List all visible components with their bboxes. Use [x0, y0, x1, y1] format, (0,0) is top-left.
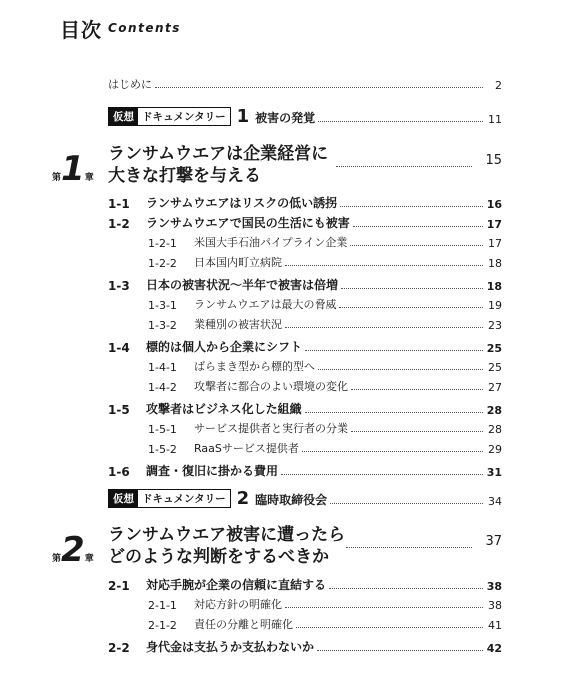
toc-subsection-entry[interactable] [148, 616, 502, 632]
entry-page: 38 [488, 599, 502, 612]
entry-title: 攻撃者はビジネス化した組織 [146, 402, 302, 416]
entry-page: 16 [486, 198, 502, 211]
entry-page: 18 [488, 257, 502, 270]
dot-leader [285, 264, 483, 266]
dot-leader [353, 225, 483, 227]
chapter-prefix: 第 [52, 554, 62, 564]
dot-leader [346, 547, 472, 548]
entry-number: 1-4 [108, 341, 130, 355]
entry-title: 被害の発覚 [255, 111, 316, 125]
dot-leader [329, 587, 483, 589]
dot-leader [351, 388, 483, 390]
chapter-1-title[interactable] [108, 143, 328, 187]
entry-number: 1-2-2 [148, 257, 177, 270]
entry-page: 25 [488, 361, 502, 374]
entry-number: 1-5-2 [148, 443, 177, 456]
entry-page: 38 [486, 580, 502, 593]
documentary-number: 2 [236, 488, 250, 509]
chapter-title-line-1: ランサムウエア被害に遭ったら [108, 525, 346, 545]
entry-number: 1-5-1 [148, 423, 177, 436]
toc-subsection-entry[interactable] [148, 296, 502, 312]
dot-leader [350, 244, 483, 246]
toc-section-entry[interactable] [108, 638, 502, 655]
chapter-2-title[interactable] [108, 524, 345, 568]
entry-number: 2-1-2 [148, 619, 177, 632]
toc-subsection-entry[interactable] [148, 596, 502, 612]
dot-leader [318, 368, 483, 370]
entry-title: 日本国内町立病院 [194, 256, 282, 269]
documentary-text: ドキュメンタリー [142, 493, 226, 505]
toc-subsection-entry[interactable] [148, 254, 502, 270]
entry-number: 1-4-1 [148, 361, 177, 374]
chapter-1-marker [52, 149, 94, 189]
entry-title: ランサムウエアはリスクの低い誘拐 [146, 196, 338, 210]
entry-page: 25 [486, 342, 502, 355]
entry-number: 1-3-2 [148, 319, 177, 332]
chapter-2-page: 37 [485, 534, 502, 549]
dot-leader [285, 606, 483, 608]
entry-title: 臨時取締役会 [255, 493, 328, 507]
entry-page: 17 [488, 237, 502, 250]
toc-section-entry[interactable] [108, 400, 502, 417]
entry-number: 1-1 [108, 197, 130, 211]
dot-leader [341, 287, 483, 289]
toc-entry-documentary-2[interactable] [108, 489, 502, 508]
entry-number: 1-2 [108, 217, 130, 231]
entry-title: 調査・復旧に掛かる費用 [146, 464, 279, 478]
chapter-suffix: 章 [84, 554, 94, 564]
chapter-title-line-2: どのような判断をするべきか [108, 547, 329, 567]
toc-section-entry[interactable] [108, 576, 502, 593]
entry-page: 42 [486, 642, 502, 655]
documentary-tag: 仮想 [109, 108, 138, 125]
documentary-number: 1 [236, 106, 250, 127]
entry-number: 1-5 [108, 403, 130, 417]
entry-page: 2 [495, 79, 502, 92]
entry-number: 1-6 [108, 465, 130, 479]
entry-title: ランサムウエアは最大の脅威 [194, 298, 337, 311]
toc-subsection-entry[interactable] [148, 378, 502, 394]
entry-page: 29 [488, 443, 502, 456]
toc-subsection-entry[interactable] [148, 316, 502, 332]
toc-subsection-entry[interactable] [148, 420, 502, 436]
entry-title: 業種別の被害状況 [194, 318, 282, 331]
entry-title: 標的は個人から企業にシフト [146, 340, 303, 354]
dot-leader [339, 306, 483, 308]
toc-subsection-entry[interactable] [148, 234, 502, 250]
entry-number: 2-1 [108, 579, 130, 593]
entry-title: 対応方針の明確化 [194, 598, 282, 611]
dot-leader [330, 502, 483, 504]
toc-entry-documentary-1[interactable] [108, 107, 502, 126]
chapter-title-line-2: 大きな打撃を与える [108, 166, 261, 186]
entry-title: はじめに [108, 78, 152, 91]
dot-leader [155, 86, 483, 88]
chapter-title-line-1: ランサムウエアは企業経営に [108, 144, 329, 164]
toc-section-entry[interactable] [108, 462, 502, 479]
entry-title: 攻撃者に都合のよい環境の変化 [194, 380, 348, 393]
toc-section-entry[interactable] [108, 276, 502, 293]
entry-title: 対応手腕が企業の信頼に直結する [146, 578, 327, 592]
chapter-prefix: 第 [52, 173, 62, 183]
entry-number: 1-3-1 [148, 299, 177, 312]
entry-number: 1-3 [108, 279, 130, 293]
dot-leader [305, 411, 483, 413]
documentary-label [108, 489, 231, 508]
entry-title: RaaSサービス提供者 [194, 442, 299, 455]
entry-number: 2-1-1 [148, 599, 177, 612]
dot-leader [305, 349, 483, 351]
dot-leader [302, 450, 483, 452]
entry-number: 2-2 [108, 641, 130, 655]
entry-page: 41 [488, 619, 502, 632]
entry-title: 責任の分離と明確化 [194, 618, 293, 631]
dot-leader [340, 205, 483, 207]
entry-title: 米国大手石油パイプライン企業 [194, 236, 348, 249]
entry-page: 28 [488, 423, 502, 436]
documentary-text: ドキュメンタリー [142, 111, 226, 123]
chapter-1-page: 15 [485, 153, 502, 168]
entry-number: 1-4-2 [148, 381, 177, 394]
entry-title: 身代金は支払うか支払わないか [146, 640, 315, 654]
toc-subsection-entry[interactable] [148, 358, 502, 374]
entry-page: 34 [488, 495, 502, 508]
dot-leader [285, 326, 483, 328]
page-title: 目次 [60, 18, 102, 42]
chapter-suffix: 章 [84, 173, 94, 183]
entry-title: ランサムウエアで国民の生活にも被害 [146, 216, 350, 230]
entry-number: 1-2-1 [148, 237, 177, 250]
toc-section-entry[interactable] [108, 214, 502, 231]
entry-page: 17 [486, 218, 502, 231]
dot-leader [336, 166, 472, 167]
dot-leader [281, 473, 483, 475]
page-subtitle: Contents [108, 21, 181, 35]
chapter-number: 2 [61, 530, 85, 570]
entry-title: 日本の被害状況〜半年で被害は倍増 [146, 278, 339, 292]
dot-leader [351, 430, 483, 432]
entry-title: ばらまき型から標的型へ [194, 360, 315, 373]
toc-subsection-entry[interactable] [148, 440, 502, 456]
toc-section-entry[interactable] [108, 338, 502, 355]
dot-leader [318, 120, 483, 122]
documentary-label [108, 107, 231, 126]
entry-page: 23 [488, 319, 502, 332]
chapter-2-marker [52, 530, 94, 570]
entry-page: 28 [486, 404, 502, 417]
entry-page: 31 [486, 466, 502, 479]
toc-section-entry[interactable] [108, 194, 502, 211]
documentary-tag: 仮想 [109, 490, 138, 507]
entry-page: 11 [488, 113, 502, 126]
entry-title: サービス提供者と実行者の分業 [194, 422, 348, 435]
dot-leader [317, 649, 483, 651]
entry-page: 18 [486, 280, 502, 293]
chapter-number: 1 [61, 149, 85, 189]
toc-entry-intro[interactable] [108, 76, 502, 92]
entry-page: 19 [488, 299, 502, 312]
entry-page: 27 [488, 381, 502, 394]
dot-leader [296, 626, 483, 628]
